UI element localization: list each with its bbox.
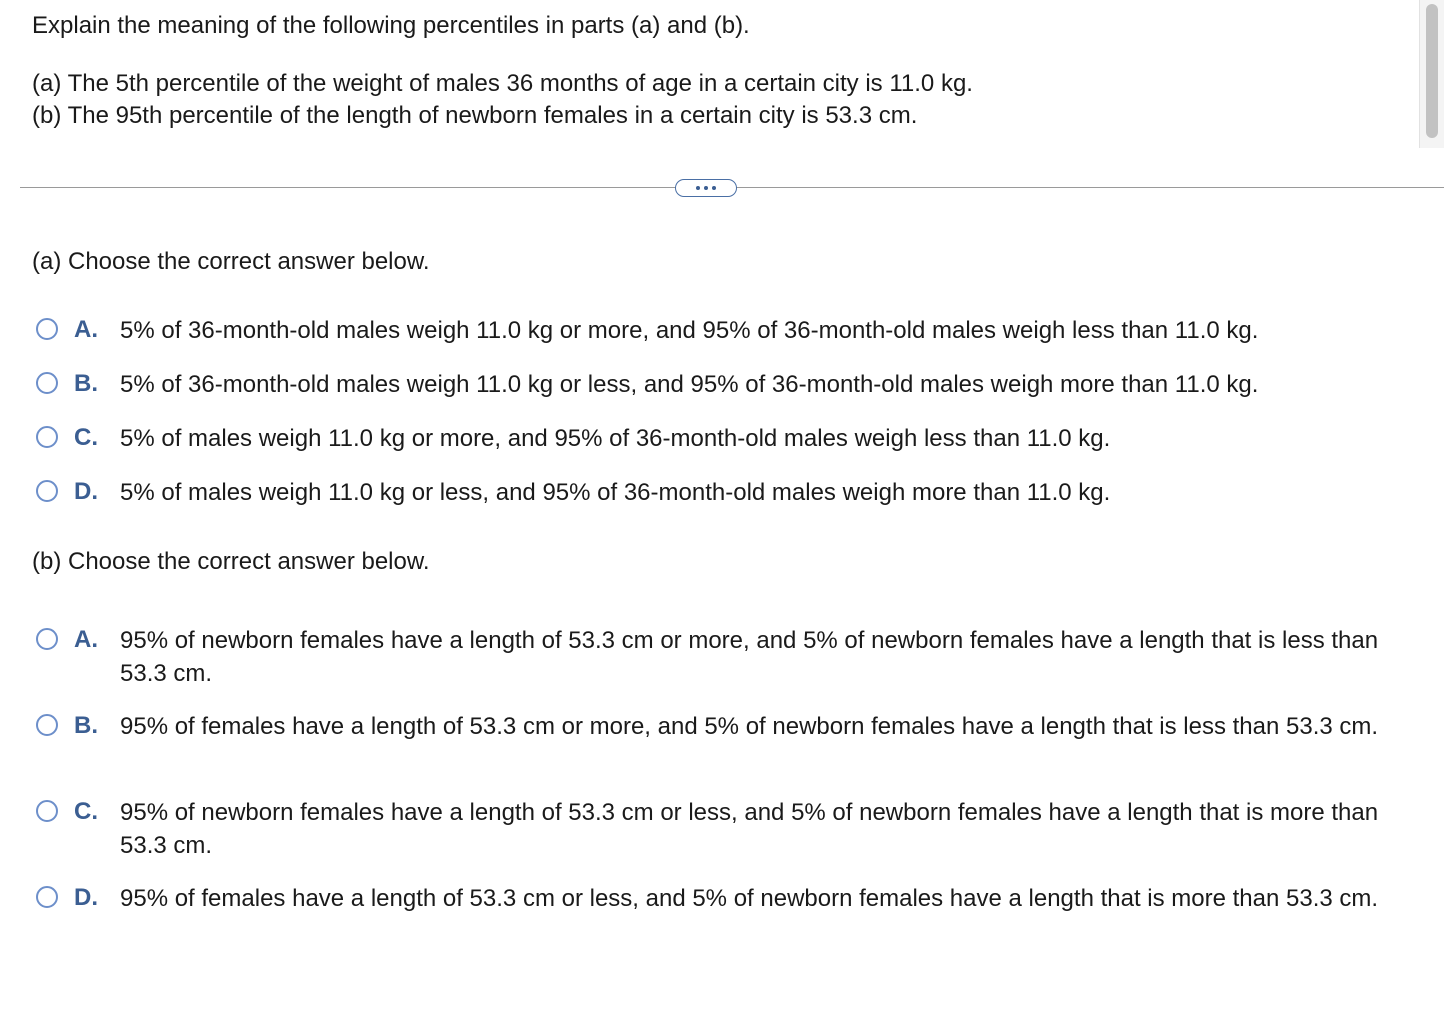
question-title: Explain the meaning of the following percentiles in parts (a) and (b). (32, 12, 750, 39)
part-a-label: (a) Choose the correct answer below. (32, 248, 430, 275)
more-dot-icon (712, 186, 716, 190)
option-text: 95% of females have a length of 53.3 cm or less, and 5% of newborn females have a length that is more than 53.3 cm. (120, 885, 1379, 912)
option-letter: B. (74, 712, 98, 739)
option-letter: C. (74, 798, 98, 825)
part-b-option-a[interactable] (36, 624, 1386, 690)
part-b-label: (b) Choose the correct answer below. (32, 548, 430, 575)
part-b-option-b[interactable] (36, 710, 1386, 743)
radio-button[interactable] (36, 318, 58, 340)
scrollbar[interactable] (1419, 0, 1444, 148)
radio-button[interactable] (36, 800, 58, 822)
option-letter: D. (74, 478, 98, 505)
scrollbar-thumb[interactable] (1426, 4, 1438, 138)
option-text: 5% of males weigh 11.0 kg or less, and 95% of 36-month-old males weigh more than 11.0 kg. (120, 479, 1111, 506)
option-letter: A. (74, 626, 98, 653)
radio-button[interactable] (36, 714, 58, 736)
part-b-option-d[interactable] (36, 882, 1386, 915)
option-letter: C. (74, 424, 98, 451)
option-letter: B. (74, 370, 98, 397)
option-text: 5% of 36-month-old males weigh 11.0 kg or more, and 95% of 36-month-old males weigh less than 11.0 kg. (120, 317, 1259, 344)
option-text: 5% of 36-month-old males weigh 11.0 kg or less, and 95% of 36-month-old males weigh more than 11.0 kg. (120, 371, 1259, 398)
radio-button[interactable] (36, 628, 58, 650)
option-text: 5% of males weigh 11.0 kg or more, and 95% of 36-month-old males weigh less than 11.0 kg. (120, 425, 1111, 452)
section-divider (20, 176, 1444, 200)
option-letter: D. (74, 884, 98, 911)
part-a-option-b[interactable] (36, 368, 1386, 401)
option-text: 95% of newborn females have a length of 53.3 cm or less, and 5% of newborn females have a length that is more than 53.3 cm. (120, 799, 1379, 859)
question-statement-b: (b) The 95th percentile of the length of newborn females in a certain city is 53.3 cm. (32, 102, 918, 129)
part-a-option-d[interactable] (36, 476, 1386, 509)
part-a-option-a[interactable] (36, 314, 1386, 347)
part-b-option-c[interactable] (36, 796, 1386, 862)
expand-more-button[interactable] (675, 179, 737, 197)
option-text: 95% of newborn females have a length of 53.3 cm or more, and 5% of newborn females have a length that is less than 53.3 cm. (120, 627, 1379, 687)
option-text: 95% of females have a length of 53.3 cm or more, and 5% of newborn females have a length that is less than 53.3 cm. (120, 713, 1379, 740)
part-a-option-c[interactable] (36, 422, 1386, 455)
radio-button[interactable] (36, 886, 58, 908)
radio-button[interactable] (36, 480, 58, 502)
radio-button[interactable] (36, 372, 58, 394)
question-statement-a: (a) The 5th percentile of the weight of males 36 months of age in a certain city is 11.0 kg. (32, 70, 973, 97)
more-dot-icon (704, 186, 708, 190)
question-prompt (32, 10, 1392, 132)
radio-button[interactable] (36, 426, 58, 448)
more-dot-icon (696, 186, 700, 190)
option-letter: A. (74, 316, 98, 343)
